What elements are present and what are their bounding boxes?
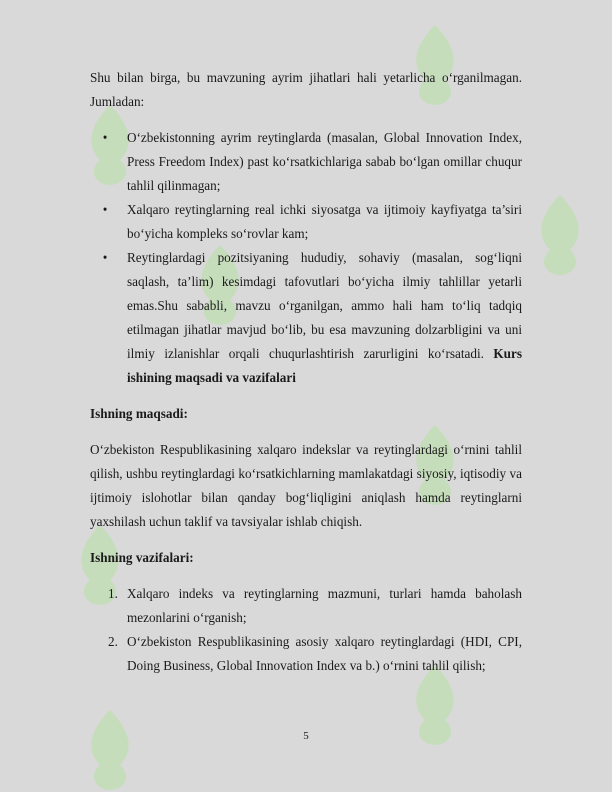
goal-heading: Ishning maqsadi:: [90, 406, 188, 421]
page-number: 5: [303, 730, 309, 742]
list-item: [90, 582, 522, 630]
task-text: O‘zbekiston Respublikasining asosiy xalqaro reytinglardagi (HDI, CPI, Doing Business, Global Innovation Index va b.) o‘rnini tahlil qilish;: [127, 634, 522, 673]
bullet-icon: •: [102, 250, 108, 265]
bullet-text: Xalqaro reytinglarning real ichki siyosatga va ijtimoiy kayfiyatga ta’siri bo‘yicha kompleks so‘rovlar kam;: [127, 202, 522, 241]
bullet-text: O‘zbekistonning ayrim reytinglarda (masalan, Global Innovation Index, Press Freedom Index) past ko‘rsatkichlariga sabab bo‘lgan omillar chuqur tahlil qilinmagan;: [127, 130, 522, 193]
watermark-logo-icon: [70, 705, 150, 792]
tasks-heading: Ishning vazifalari:: [90, 550, 194, 565]
section-title-inline: Kurs ishining maqsadi va vazifalari: [127, 346, 522, 385]
list-item: [90, 198, 522, 246]
page-content: [90, 66, 522, 678]
goal-paragraph: O‘zbekiston Respublikasining xalqaro indekslar va reytinglardagi o‘rnini tahlil qilish, ushbu reytinglardagi ko‘rsatkichlarning mamlakatdagi siyosiy, iqtisodiy va ijtimoiy islohotlar bilan qanday bog‘liqligini aniqlash hamda reytinglarni yaxshilash uchun taklif va tavsiyalar ishlab chiqish.: [90, 442, 522, 529]
intro-paragraph: Shu bilan birga, bu mavzuning ayrim jihatlari hali yetarlicha o‘rganilmagan. Jumladan:: [90, 70, 522, 109]
tasks-list: [90, 582, 522, 678]
bullet-icon: •: [102, 202, 108, 217]
list-item: [90, 126, 522, 198]
bullet-text: Reytinglardagi pozitsiyaning hududiy, sohaviy (masalan, sog‘liqni saqlash, ta’lim) kesimdagi tafovutlari bo‘yicha ilmiy tahlillar yetarli emas.Shu sababli, mavzu o‘rganilgan, ammo hali ham to‘liq tadqiq etilmagan jihatlar mavjud bo‘lib, bu esa mavzuning dolzarbligini va uni ilmiy izlanishlar orqali chuqurlashtirish zarurligini ko‘rsatadi.: [127, 250, 522, 361]
bullet-icon: •: [102, 130, 108, 145]
bullet-list: [90, 126, 522, 390]
list-item: [90, 246, 522, 390]
task-number: 1.: [108, 586, 118, 601]
task-text: Xalqaro indeks va reytinglarning mazmuni, turlari hamda baholash mezonlarini o‘rganish;: [127, 586, 522, 625]
task-number: 2.: [108, 634, 118, 649]
list-item: [90, 630, 522, 678]
watermark-logo-icon: [520, 190, 600, 280]
